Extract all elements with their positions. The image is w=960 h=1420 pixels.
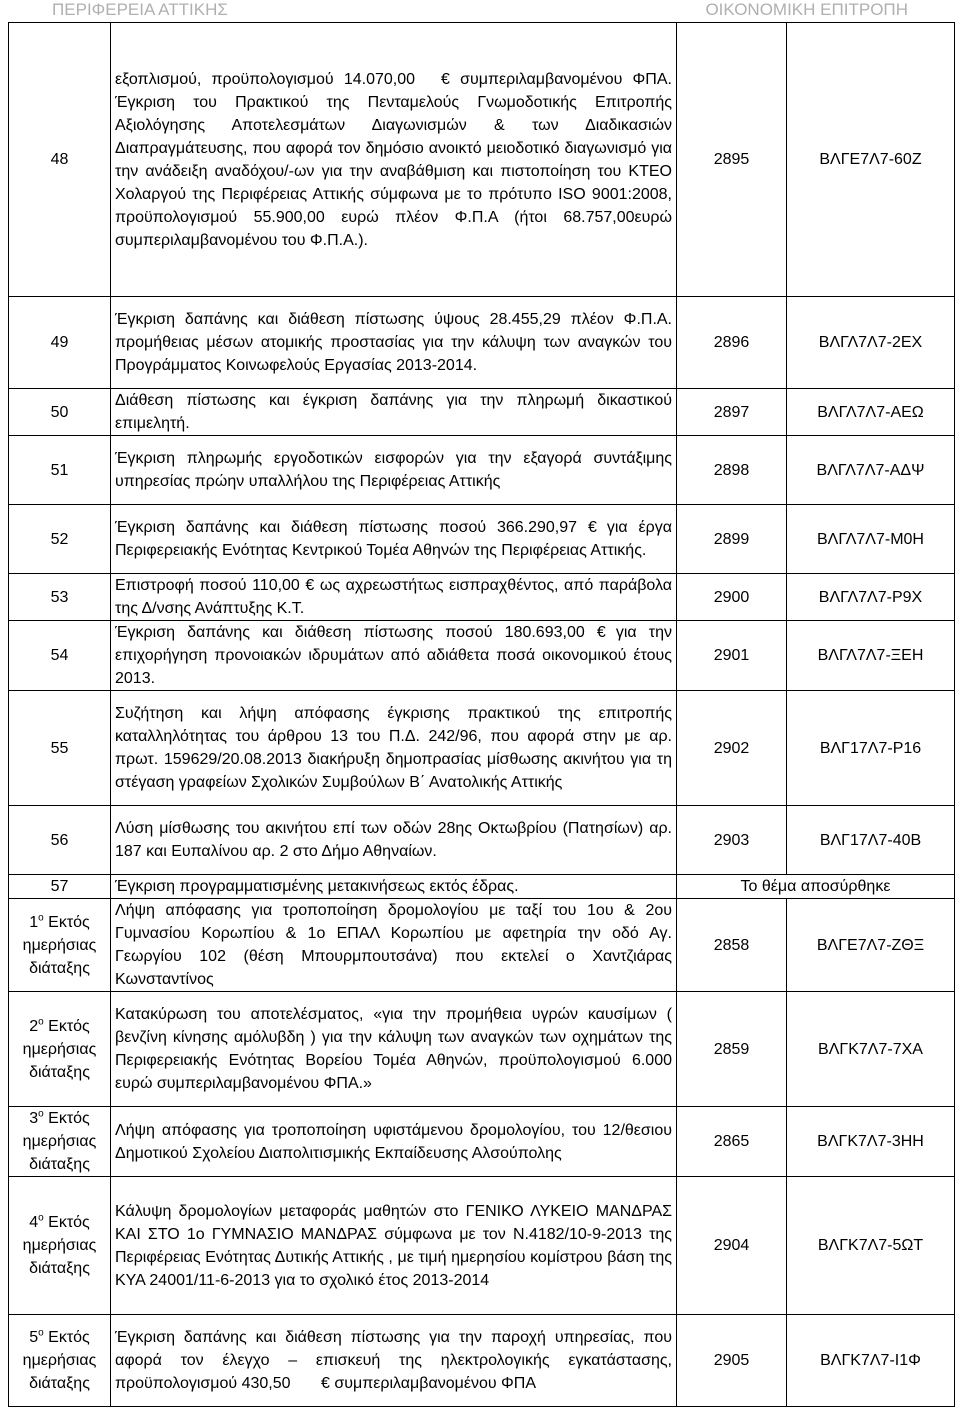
table-row (9, 1315, 955, 1407)
table-row (9, 436, 955, 505)
item-number: 48 (9, 23, 111, 297)
item-number: 49 (9, 297, 111, 389)
table-row (9, 621, 955, 691)
table-row (9, 23, 955, 297)
item-number: $3^o$ Εκτός ημερήσιας διάταξης (9, 1107, 111, 1177)
decision-number: 2899 (677, 505, 787, 574)
decision-number: 2896 (677, 297, 787, 389)
euro-sign: € (441, 70, 450, 88)
item-description: Κάλυψη δρομολογίων μεταφοράς μαθητών στο ΓΕΝΙΚΟ ΛΥΚΕΙΟ ΜΑΝΔΡΑΣ ΚΑΙ ΣΤΟ 1ο ΓΥΜΝΑΣΙΟ ΜΑΝΔΡΑΣ σύμφωνα με τον Ν.4182/10-9-2013 της Περιφέρειας Ενότητας Δυτικής Αττικής , με τιμή ημερησίου κομίστρου βάση της ΚΥΑ 24001/11-6-2013 για το σχολικό έτος 2013-2014 (111, 1177, 677, 1315)
ada-code: ΒΛΓΕ7Λ7-ΖΘΞ (787, 899, 955, 992)
item-number: 50 (9, 389, 111, 436)
item-description (111, 621, 677, 691)
item-description-rest: συμπεριλαμβανομένου ΦΠΑ. Έγκριση του Πρακτικού της Πενταμελούς Γνωμοδοτικής Επιτροπής Αξιολόγησης Αποτελεσμάτων Διαγωνισμών & των Διαδικασιών Διαπραγμάτευσης, που αφορά τον δημόσιο ανοικτό μειοδοτικό διαγωνισμό για την ανάδειξη αναδόχου/-ων για την αναβάθμιση και πιστοποίηση του ΚΤΕΟ Χολαργού της Περιφέρειας Αττικής σύμφωνα με το πρότυπο ISO 9001:2008, προϋπολογισμού 55.900,00 ευρώ πλέον Φ.Π.Α (ήτοι 68.757,00ευρώ συμπεριλαμβανομένου του Φ.Π.Α.). (115, 70, 672, 249)
decision-number: 2902 (677, 691, 787, 806)
ada-code: ΒΛΓ17Λ7-Ρ16 (787, 691, 955, 806)
ada-code: ΒΛΓΛ7Λ7-Ρ9Χ (787, 574, 955, 621)
table-row (9, 297, 955, 389)
item-description-rest: για την επιχορήγηση προνοιακών ιδρυμάτων από αδιάθετα ποσά οικονομικού έτους 2013. (115, 624, 673, 687)
decision-number: 2897 (677, 389, 787, 436)
decision-number: 2895 (677, 23, 787, 297)
euro-sign: € (596, 624, 606, 641)
decision-number: 2904 (677, 1177, 787, 1315)
ada-code: ΒΛΓΚ7Λ7-3ΗΗ (787, 1107, 955, 1177)
decision-number: 2858 (677, 899, 787, 992)
item-description: Συζήτηση και λήψη απόφασης έγκρισης πρακτικού της επιτροπής καταλληλότητας του άρθρου 13 του Π.Δ. 242/96, που αφορά στην με αρ. πρωτ. 159629/20.08.2013 διακήρυξη δημοπρασίας μίσθωσης ακινήτου για τη στέγαση γραφείων Σχολικών Συμβούλων Β΄ Ανατολικής Αττικής (111, 691, 677, 806)
item-description (111, 574, 677, 621)
table-row (9, 875, 955, 899)
item-description-start: εξοπλισμού, προϋπολογισμού 14.070,00 (115, 70, 416, 88)
item-description-rest: για έργα Περιφερειακής Ενότητας Κεντρικού Τομέα Αθηνών της Περιφέρειας Αττικής. (115, 519, 673, 559)
euro-sign: € (587, 519, 597, 536)
item-description-rest: συμπεριλαμβανομένου ΦΠΑ (334, 1375, 537, 1392)
decision-number: 2901 (677, 621, 787, 691)
item-description-start: Έγκριση δαπάνης και διάθεση πίστωσης για την παροχή υπηρεσίας, που αφορά τον έλεγχο – επισκευή της ηλεκτρολογικής εγκατάστασης, προϋπολογισμού 430,50 (115, 1329, 672, 1392)
withdrawn-note: Το θέμα αποσύρθηκε (677, 875, 955, 899)
item-number: 53 (9, 574, 111, 621)
table-row (9, 505, 955, 574)
header-committee: ΟΙΚΟΝΟΜΙΚΗ ΕΠΙΤΡΟΠΗ (705, 0, 908, 19)
decision-number: 2900 (677, 574, 787, 621)
header-region: ΠΕΡΙΦΕΡΕΙΑ ΑΤΤΙΚΗΣ (52, 0, 228, 19)
item-description-start: Έγκριση δαπάνης και διάθεση πίστωσης ποσού 366.290,97 (115, 519, 578, 536)
item-description (111, 1315, 677, 1407)
table-row (9, 389, 955, 436)
item-number: $2^o$ Εκτός ημερήσιας διάταξης (9, 992, 111, 1107)
item-description: Έγκριση προγραμματισμένης μετακινήσεως εκτός έδρας. (111, 875, 677, 899)
item-number: $5^o$ Εκτός ημερήσιας διάταξης (9, 1315, 111, 1407)
item-description-start: Έγκριση δαπάνης και διάθεση πίστωσης ποσού 180.693,00 (115, 624, 585, 641)
ada-code: ΒΛΓΛ7Λ7-ΞΕΗ (787, 621, 955, 691)
decision-number: 2903 (677, 806, 787, 875)
item-number: 52 (9, 505, 111, 574)
item-number: 51 (9, 436, 111, 505)
item-number: 56 (9, 806, 111, 875)
item-description: Έγκριση δαπάνης και διάθεση πίστωσης ύψους 28.455,29 πλέον Φ.Π.Α. προμήθειας μέσων ατομικής προστασίας για την κάλυψη των αναγκών του Προγράμματος Κοινωφελούς Εργασίας 2013-2014. (111, 297, 677, 389)
item-description: Κατακύρωση του αποτελέσματος, «για την προμήθεια υγρών καυσίμων ( βενζίνη κίνησης αμόλυβδη ) για την κάλυψη των αναγκών των οχημάτων της Περιφερειακής Ενότητας Βορείου Τομέα Αθηνών, προϋπολογισμού 6.000 ευρώ συμπεριλαμβανομένου ΦΠΑ.» (111, 992, 677, 1107)
item-description (111, 505, 677, 574)
table-row (9, 574, 955, 621)
decision-number: 2905 (677, 1315, 787, 1407)
page-header (0, 0, 960, 22)
item-description: Διάθεση πίστωσης και έγκριση δαπάνης για την πληρωμή δικαστικού επιμελητή. (111, 389, 677, 436)
item-description-start: Επιστροφή ποσού 110,00 (115, 577, 300, 594)
decisions-table (8, 22, 955, 1407)
item-number: 55 (9, 691, 111, 806)
item-description: Έγκριση πληρωμής εργοδοτικών εισφορών για την εξαγορά συντάξιμης υπηρεσίας πρώην υπαλλήλου της Περιφέρειας Αττικής (111, 436, 677, 505)
table-row (9, 1107, 955, 1177)
decision-number: 2865 (677, 1107, 787, 1177)
table-row (9, 1177, 955, 1315)
euro-sign: € (320, 1375, 330, 1392)
ada-code: ΒΛΓ17Λ7-40Β (787, 806, 955, 875)
item-description: Λύση μίσθωσης του ακινήτου επί των οδών 28ης Οκτωβρίου (Πατησίων) αρ. 187 και Ευπαλίνου αρ. 2 στο Δήμο Αθηναίων. (111, 806, 677, 875)
item-description (111, 23, 677, 297)
ada-code: ΒΛΓΛ7Λ7-ΑΔΨ (787, 436, 955, 505)
euro-sign: € (305, 577, 315, 594)
item-description-rest: ως αχρεωστήτως εισπραχθέντος, από παράβολα της Δ/νσης Ανάπτυξης Κ.Τ. (115, 577, 673, 617)
ada-code: ΒΛΓΚ7Λ7-5ΩΤ (787, 1177, 955, 1315)
item-number: 54 (9, 621, 111, 691)
ada-code: ΒΛΓΛ7Λ7-Μ0Η (787, 505, 955, 574)
table-row (9, 899, 955, 992)
ada-code: ΒΛΓΕ7Λ7-60Ζ (787, 23, 955, 297)
item-number: 57 (9, 875, 111, 899)
decision-number: 2859 (677, 992, 787, 1107)
item-number: $4^o$ Εκτός ημερήσιας διάταξης (9, 1177, 111, 1315)
table-row (9, 806, 955, 875)
table-row (9, 992, 955, 1107)
decision-number: 2898 (677, 436, 787, 505)
ada-code: ΒΛΓΚ7Λ7-7ΧΑ (787, 992, 955, 1107)
table-row (9, 691, 955, 806)
ada-code: ΒΛΓΚ7Λ7-Ι1Φ (787, 1315, 955, 1407)
ada-code: ΒΛΓΛ7Λ7-2ΕΧ (787, 297, 955, 389)
item-description: Λήψη απόφασης για τροποποίηση δρομολογίου με ταξί του 1ου & 2ου Γυμνασίου Κορωπίου & 1ο ΕΠΑΛ Κορωπίου με αφετηρία την οδό Αγ. Γεωργίου 102 (θέση Μπουρμπουτσάνα) που εκτελεί ο Χαντζιάρας Κωνσταντίνος (111, 899, 677, 992)
ada-code: ΒΛΓΛ7Λ7-ΑΕΩ (787, 389, 955, 436)
item-description: Λήψη απόφασης για τροποποίηση υφιστάμενου δρομολογίου, του 12/θεσιου Δημοτικού Σχολείου Διαπολιτισμικής Εκπαίδευσης Αλσούπολης (111, 1107, 677, 1177)
item-number: $1^o$ Εκτός ημερήσιας διάταξης (9, 899, 111, 992)
